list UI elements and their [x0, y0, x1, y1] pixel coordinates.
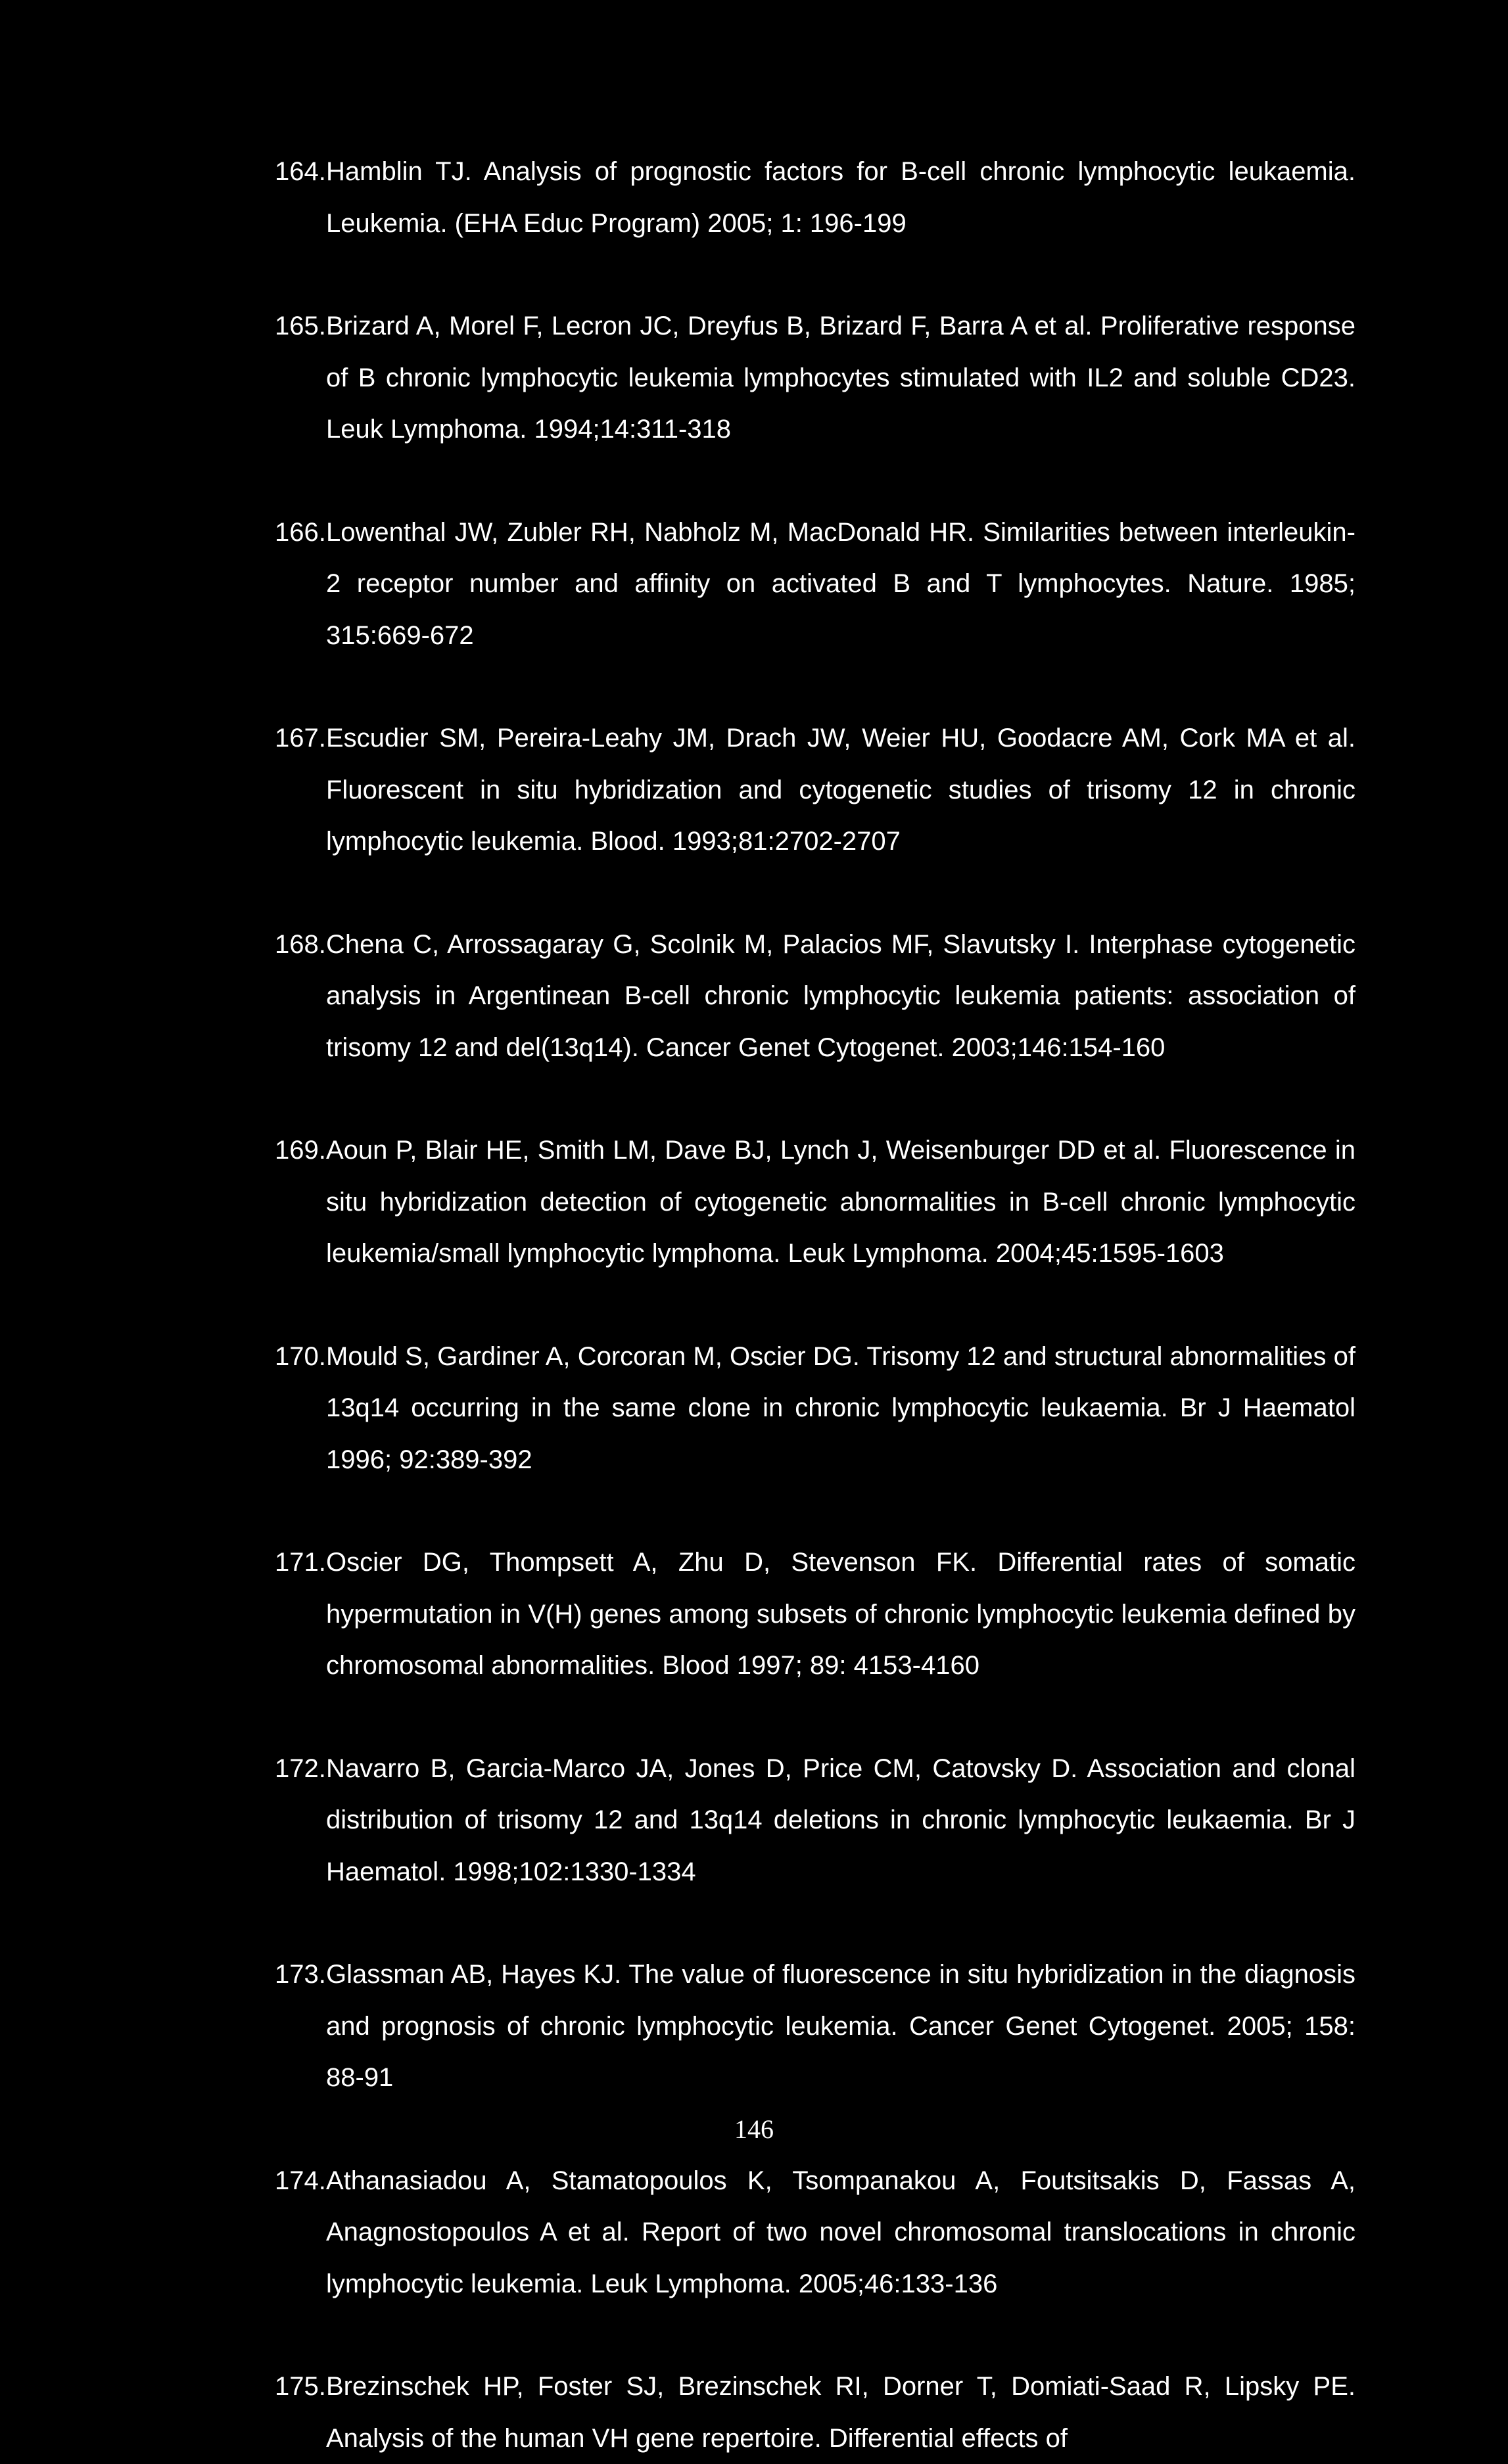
reference-item-170	[275, 1331, 1355, 1486]
reference-number: 173.	[275, 1960, 326, 1989]
reference-item-173	[275, 1949, 1355, 2104]
reference-text: Navarro B, Garcia-Marco JA, Jones D, Price CM, Catovsky D. Association and clonal distribution of trisomy 12 and 13q14 deletions in chronic lymphocytic leukaemia. Br J Haematol. 1998;102:1330-1334	[326, 1754, 1355, 1886]
reference-text: Glassman AB, Hayes KJ. The value of fluorescence in situ hybridization in the diagnosis and prognosis of chronic lymphocytic leukemia. Cancer Genet Cytogenet. 2005; 158: 88-91	[326, 1960, 1355, 2092]
reference-number: 172.	[275, 1754, 326, 1783]
reference-number: 168.	[275, 929, 326, 959]
reference-number: 164.	[275, 157, 326, 186]
reference-text: Aoun P, Blair HE, Smith LM, Dave BJ, Lynch J, Weisenburger DD et al. Fluorescence in situ hybridization detection of cytogenetic abnormalities in B-cell chronic lymphocytic leukemia/small lymphocytic lymphoma. Leuk Lymphoma. 2004;45:1595-1603	[326, 1136, 1355, 1268]
reference-item-166	[275, 507, 1355, 662]
reference-text: Escudier SM, Pereira-Leahy JM, Drach JW, Weier HU, Goodacre AM, Cork MA et al. Fluorescent in situ hybridization and cytogenetic studies of trisomy 12 in chronic lymphocytic leukemia. Blood. 1993;81:2702-2707	[326, 724, 1355, 856]
reference-number: 174.	[275, 2166, 326, 2195]
reference-text: Brezinschek HP, Foster SJ, Brezinschek RI, Dorner T, Domiati-Saad R, Lipsky PE. Analysis of the human VH gene repertoire. Differential effects of	[326, 2372, 1355, 2453]
reference-number: 165.	[275, 312, 326, 340]
reference-number: 175.	[275, 2372, 326, 2401]
reference-number: 167.	[275, 724, 326, 753]
reference-item-169	[275, 1125, 1355, 1280]
reference-number: 170.	[275, 1341, 326, 1371]
reference-item-167	[275, 712, 1355, 868]
reference-text: Athanasiadou A, Stamatopoulos K, Tsompanakou A, Foutsitsakis D, Fassas A, Anagnostopoulos A et al. Report of two novel chromosomal translocations in chronic lymphocytic leukemia. Leuk Lymphoma. 2005;46:133-136	[326, 2166, 1355, 2298]
reference-number: 171.	[275, 1548, 326, 1577]
reference-text: Mould S, Gardiner A, Corcoran M, Oscier DG. Trisomy 12 and structural abnormalities of 13q14 occurring in the same clone in chronic lymphocytic leukaemia. Br J Haematol 1996; 92:389-392	[326, 1341, 1355, 1474]
reference-text: Hamblin TJ. Analysis of prognostic factors for B-cell chronic lymphocytic leukaemia. Leukemia. (EHA Educ Program) 2005; 1: 196-199	[326, 157, 1355, 238]
reference-text: Brizard A, Morel F, Lecron JC, Dreyfus B, Brizard F, Barra A et al. Proliferative response of B chronic lymphocytic leukemia lymphocytes stimulated with IL2 and soluble CD23. Leuk Lymphoma. 1994;14:311-318	[326, 312, 1355, 444]
reference-item-172	[275, 1743, 1355, 1898]
page-number: 146	[734, 2114, 774, 2144]
reference-text: Lowenthal JW, Zubler RH, Nabholz M, MacDonald HR. Similarities between interleukin-2 receptor number and affinity on activated B and T lymphocytes. Nature. 1985; 315:669-672	[326, 517, 1355, 650]
reference-item-168	[275, 919, 1355, 1074]
reference-item-164	[275, 146, 1355, 249]
reference-text: Oscier DG, Thompsett A, Zhu D, Stevenson FK. Differential rates of somatic hypermutation in V(H) genes among subsets of chronic lymphocytic leukemia defined by chromosomal abnormalities. Blood 1997; 89: 4153-4160	[326, 1548, 1355, 1680]
reference-number: 166.	[275, 517, 326, 547]
reference-item-175	[275, 2361, 1355, 2464]
reference-item-174	[275, 2155, 1355, 2310]
reference-item-171	[275, 1537, 1355, 1692]
reference-text: Chena C, Arrossagaray G, Scolnik M, Palacios MF, Slavutsky I. Interphase cytogenetic analysis in Argentinean B-cell chronic lymphocytic leukemia patients: association of trisomy 12 and del(13q14). Cancer Genet Cytogenet. 2003;146:154-160	[326, 929, 1355, 1062]
reference-item-165	[275, 300, 1355, 455]
reference-number: 169.	[275, 1136, 326, 1165]
